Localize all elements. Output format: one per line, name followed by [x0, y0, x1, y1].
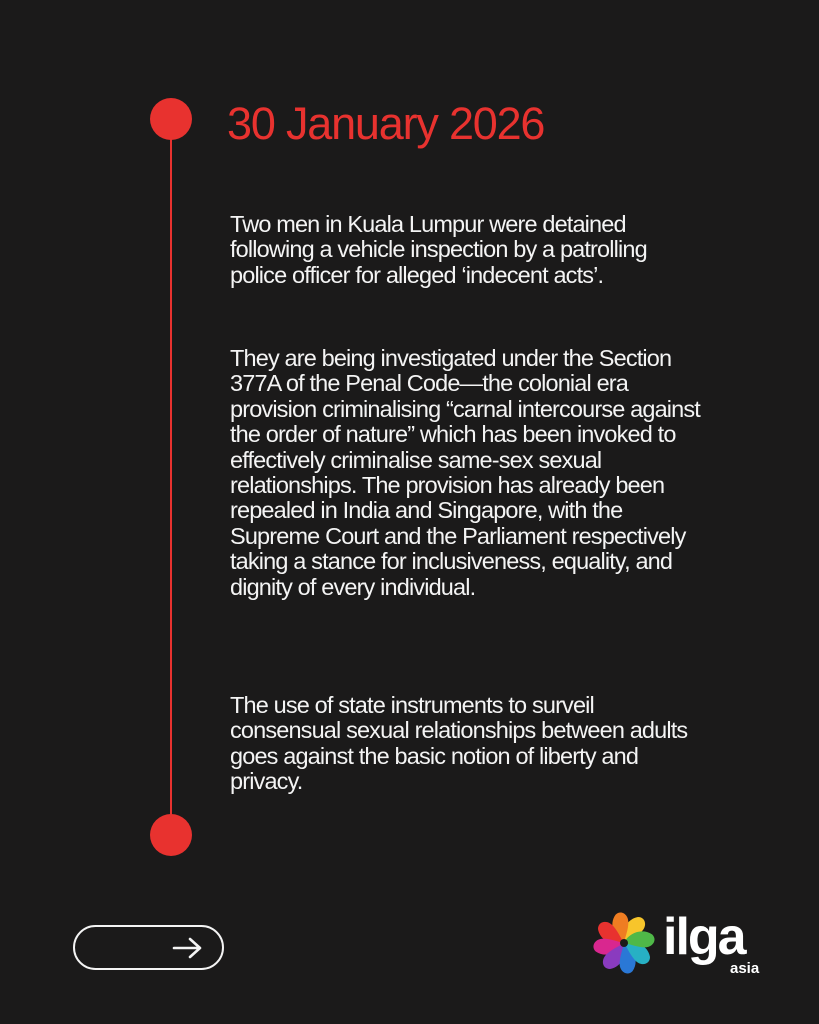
timeline-start-dot — [150, 98, 192, 140]
paragraph-detention: Two men in Kuala Lumpur were detained following a vehicle inspection by a patrolling police officer for alleged ‘indecent acts’. — [230, 211, 647, 288]
post-date: 30 January 2026 — [227, 98, 545, 149]
brand-name: ilga — [663, 908, 745, 966]
paragraph-section-377a: They are being investigated under the Section 377A of the Penal Code—the colonial era provision criminalising “carnal intercourse against the order of nature” which has been invoked to effectively criminalise same-sex sexual relationships. The provision has already been repealed in India and Singapore, with the Supreme Court and the Parliament respectively taking a stance for inclusiveness, equality, and dignity of every individual. — [230, 345, 700, 600]
timeline-line — [170, 118, 172, 836]
timeline-end-dot — [150, 814, 192, 856]
brand-region: asia — [730, 960, 760, 977]
pinwheel-logo-icon — [588, 907, 660, 979]
arrow-right-icon — [172, 936, 204, 960]
ilga-asia-logo — [588, 905, 773, 985]
paragraph-liberty-privacy: The use of state instruments to surveil consensual sexual relationships between adults goes against the basic notion of liberty and privacy. — [230, 692, 688, 795]
next-slide-button[interactable] — [73, 925, 224, 970]
